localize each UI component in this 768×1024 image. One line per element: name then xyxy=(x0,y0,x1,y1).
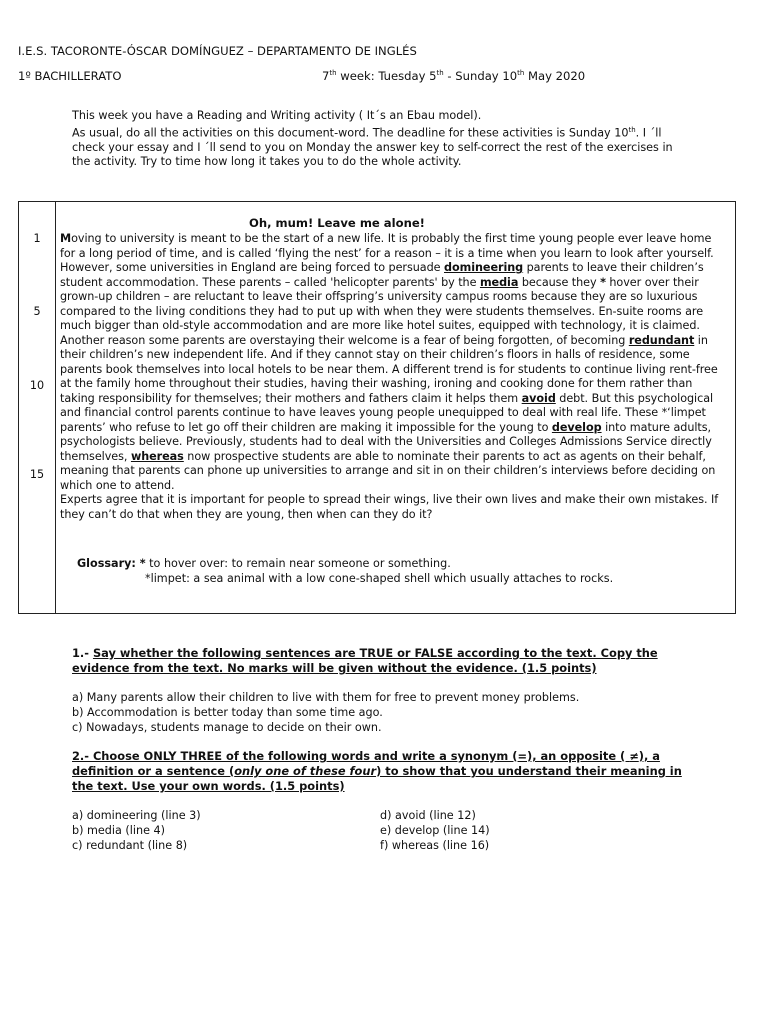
course-label: 1º BACHILLERATO xyxy=(18,69,122,83)
week-dates: 7th week: Tuesday 5th - Sunday 10th May 2020 xyxy=(322,69,586,83)
glossary xyxy=(77,556,613,586)
question-1-title: 1.- Say whether the following sentences are TRUE or FALSE according to the text. Copy the evidence from the text. No marks will be given without the evidence. (1.5 points) xyxy=(72,646,658,675)
question-1-item-a: a) Many parents allow their children to live with them for free to prevent money problems. xyxy=(72,691,580,704)
word-item-a: a) domineering (line 3) xyxy=(72,809,201,822)
line-number-15: 15 xyxy=(29,468,45,481)
glossary-row-hover: Glossary: * to hover over: to remain near someone or something. xyxy=(77,557,451,570)
reading-paragraph-3: Experts agree that it is important for people to spread their wings, live their own lives and make their own mistakes. If they can’t do that when they are young, then when can they do it? xyxy=(60,493,719,521)
reading-text-box xyxy=(18,201,736,614)
glossary-row-limpet: *limpet: a sea animal with a low cone-shaped shell which usually attaches to rocks. xyxy=(145,572,614,585)
line-number-1: 1 xyxy=(33,232,41,245)
reading-title: Oh, mum! Leave me alone! xyxy=(249,216,425,230)
question-1-items xyxy=(72,690,579,735)
word-item-e: e) develop (line 14) xyxy=(380,824,490,837)
word-item-f: f) whereas (line 16) xyxy=(380,839,490,852)
question-2-title: 2.- Choose ONLY THREE of the following words and write a synonym (=), an opposite ( ≠), a definition or a sentence (only one of these four) to show that you understand their meaning in the text. Use your own words. (1.5 points) xyxy=(72,749,682,793)
reading-body xyxy=(60,232,730,522)
keyword-media: media xyxy=(479,275,519,289)
keyword-avoid: avoid xyxy=(521,391,556,405)
keyword-domineering: domineering xyxy=(444,261,524,274)
question-2-words-right xyxy=(380,808,490,853)
intro-line-1: This week you have a Reading and Writing activity ( It´s an Ebau model). xyxy=(72,109,482,122)
keyword-develop: develop xyxy=(551,420,602,434)
word-item-c: c) redundant (line 8) xyxy=(72,839,188,852)
word-item-d: d) avoid (line 12) xyxy=(380,809,476,822)
reading-paragraph-1: Moving to university is meant to be the start of a new life. It is probably the first time young people ever leave home for a long period of time, and is called ‘flying the nest’ for a reason – it is a time when you learn to look after yourself. However, some universities in England are being forced to persuade domineering parents to leave their children’s student accommodation. These parents – called 'helicopter parents' by the media because they * hover over their grown-up children – are reluctant to leave their offspring’s university campus rooms because they are so luxurious compared to the living conditions they had to put up with when they were students themselves. En-suite rooms are much bigger than old-style accommodation and are more like hotel suites, equipped with technology, it is claimed. xyxy=(60,232,714,332)
not-equal-symbol: ≠ xyxy=(629,749,639,763)
line-number-10: 10 xyxy=(29,379,45,392)
line-number-5: 5 xyxy=(33,305,41,318)
keyword-whereas: whereas xyxy=(130,449,184,463)
word-item-b: b) media (line 4) xyxy=(72,824,166,837)
question-1-item-b: b) Accommodation is better today than some time ago. xyxy=(72,706,383,719)
question-2-words-left xyxy=(72,808,201,853)
reading-paragraph-2: Another reason some parents are overstaying their welcome is a fear of being forgotten, of becoming redundant in their children’s new independent life. And if they cannot stay on their children’s floors in halls of residence, some parents book themselves into local hotels to be near them. A different trend is for students to continue living rent-free at the family home throughout their studies, having their washing, ironing and cooking done for them rather than taking responsibility for themselves; their mothers and fathers claim it helps them avoid debt. But this psychological and financial control parents continue to have leaves young people unequipped to deal with real life. These *‘limpet parents’ who refuse to let go off their children are making it impossible for the young to develop into mature adults, psychologists believe. Previously, students had to deal with the Universities and Colleges Admissions Service directly themselves, whereas now prospective students are able to nominate their parents to act as agents on their behalf, meaning that parents can phone up universities to arrange and sit in on their children’s interviews before deciding on which one to attend. xyxy=(60,333,718,492)
question-1-item-c: c) Nowadays, students manage to decide on their own. xyxy=(72,721,382,734)
intro-paragraph-2: As usual, do all the activities on this document-word. The deadline for these activities is Sunday 10th. I ´ll check your essay and I ´ll send to you on Monday the answer key to self-correct the rest of the exercises in the activity. Try to time how long it takes you to do the whole activity. xyxy=(72,126,673,168)
line-number-column xyxy=(19,202,56,613)
school-department-header: I.E.S. TACORONTE-ÓSCAR DOMÍNGUEZ – DEPARTAMENTO DE INGLÉS xyxy=(18,44,417,58)
keyword-redundant: redundant xyxy=(628,333,695,347)
